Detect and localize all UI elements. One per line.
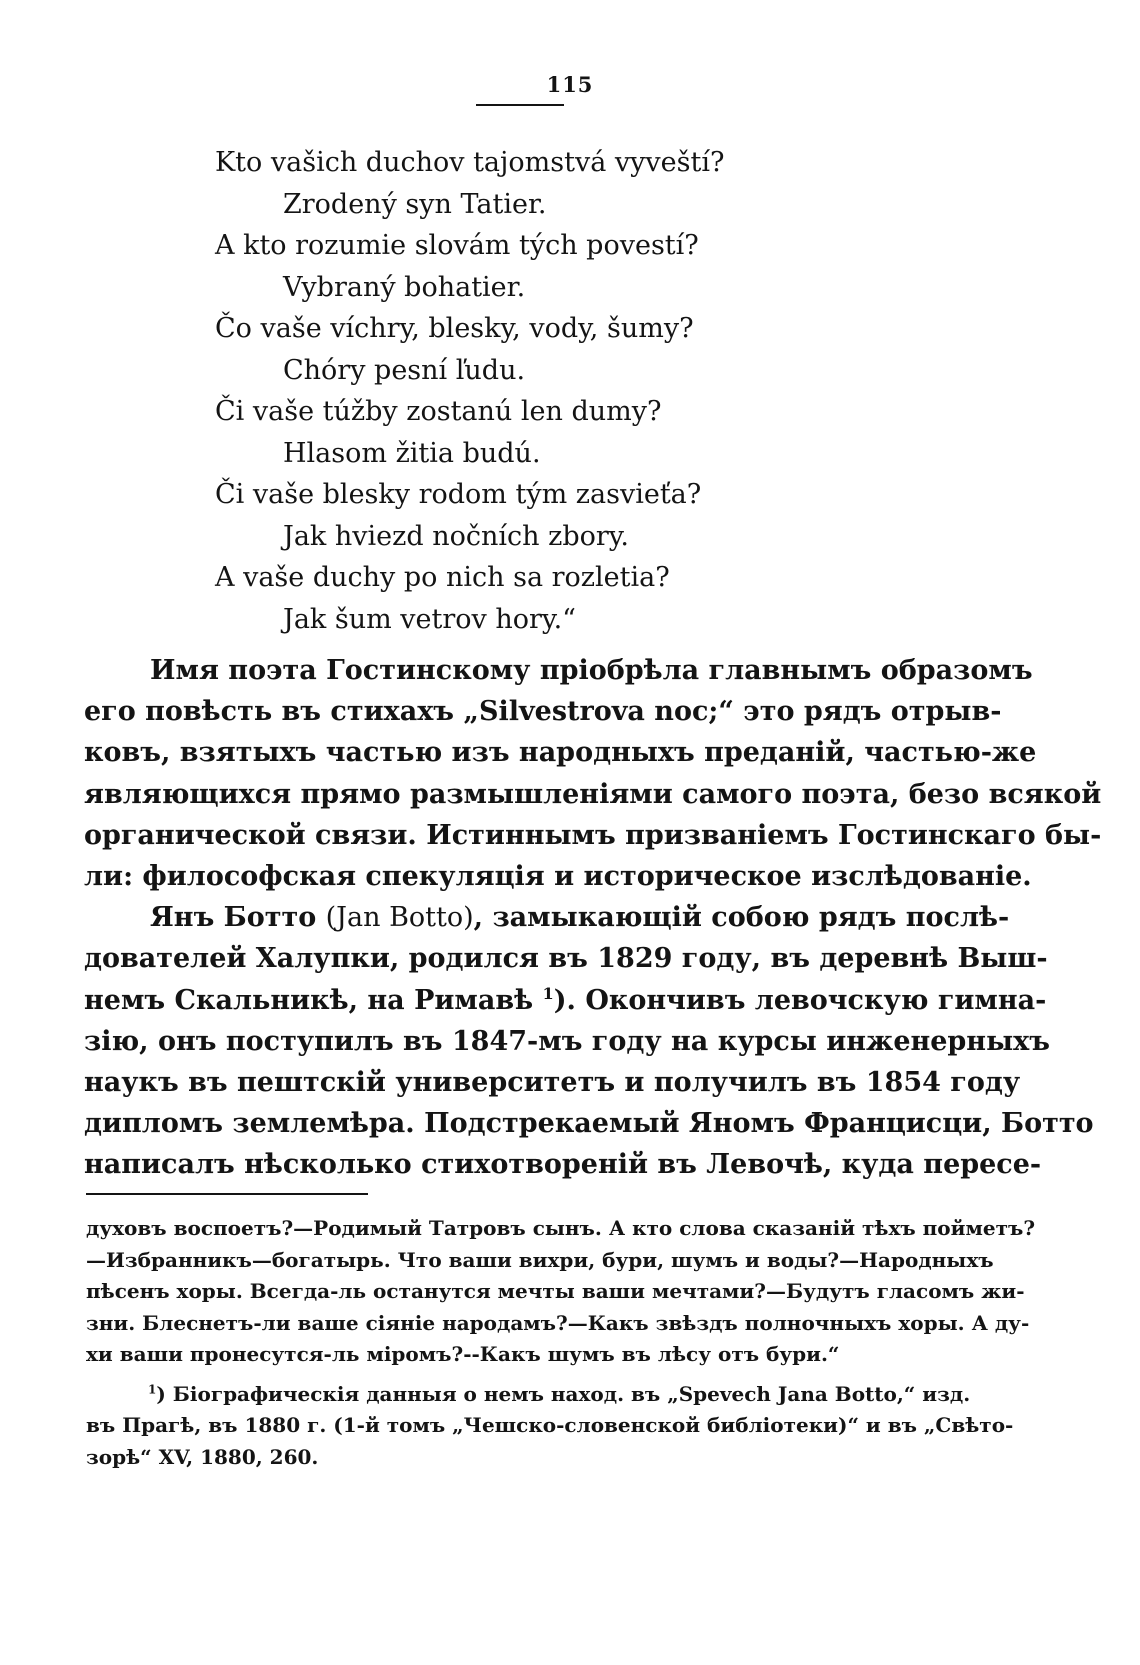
text-fragment: немъ Скальникѣ, на Римавѣ bbox=[84, 984, 534, 1016]
paragraph-hostinsky bbox=[84, 650, 1102, 897]
text-fragment: ). Окончивъ левочскую гимна- bbox=[553, 984, 1047, 1016]
text-line: являющихся прямо размышленіями самого поэта, безо всякой bbox=[84, 778, 1102, 810]
text-line bbox=[84, 897, 1010, 938]
page-number: 115 bbox=[546, 72, 594, 97]
poem-line: Či vaše blesky rodom tým zasvieťa? bbox=[215, 479, 702, 510]
footnote-line: духовъ воспоетъ?—Родимый Татровъ сынъ. А кто слова сказаній тѣхъ пойметъ? bbox=[86, 1216, 1036, 1240]
text-line: зію, онъ поступилъ въ 1847-мъ году на курсы инженерныхъ bbox=[84, 1025, 1050, 1057]
poem-line: Či vaše túžby zostanú len dumy? bbox=[215, 396, 662, 427]
footnote-marker: 1 bbox=[148, 1381, 157, 1396]
poem-line: Chóry pesní ľudu. bbox=[283, 354, 526, 386]
poem-line: Zrodený syn Tatier. bbox=[283, 188, 547, 220]
poem-line: A vaše duchy po nich sa rozletia? bbox=[215, 562, 670, 593]
text-fragment: ) Біографическія данныя о немъ наход. въ „Spevech Jana Botto,“ изд. bbox=[156, 1381, 971, 1406]
body-text bbox=[84, 650, 1102, 1186]
footnote-translation bbox=[86, 1213, 1036, 1371]
text-line bbox=[84, 980, 1047, 1021]
text-line: дователей Халупки, родился въ 1829 году, въ деревнѣ Выш- bbox=[84, 943, 1048, 975]
footnote-reference: 1 bbox=[542, 983, 554, 1003]
footnote-gap bbox=[86, 1371, 936, 1379]
footnote-line: зорѣ“ XV, 1880, 260. bbox=[86, 1444, 319, 1469]
page-number-rule bbox=[476, 104, 564, 106]
text-line: ковъ, взятыхъ частью изъ народныхъ преданій, частью-же bbox=[84, 737, 1037, 769]
poem-line: Vybraný bohatier. bbox=[283, 271, 526, 303]
footnote-1 bbox=[86, 1379, 1014, 1474]
author-latin-name: (Jan Botto) bbox=[325, 902, 474, 934]
footnote-line: пѣсенъ хоры. Всегда-ль останутся мечты ваши мечтами?—Будутъ гласомъ жи- bbox=[86, 1279, 1025, 1303]
footnote-line: хи ваши пронесутся-ль міромъ?--Какъ шумъ въ лѣсу отъ бури.“ bbox=[86, 1342, 840, 1366]
text-line: его повѣсть въ стихахъ „Silvestrova noc;“ это рядъ отрыв- bbox=[84, 696, 1002, 728]
poem-line: Čo vaše víchry, blesky, vody, šumy? bbox=[215, 313, 694, 344]
text-line: органической связи. Истиннымъ призваніемъ Гостинскаго бы- bbox=[84, 819, 1102, 851]
text-line: написалъ нѣсколько стихотвореній въ Левочѣ, куда пересе- bbox=[84, 1149, 1042, 1181]
poem-stanza bbox=[215, 142, 724, 640]
footnote-line: —Избранникъ—богатырь. Что ваши вихри, бури, шумъ и воды?—Народныхъ bbox=[86, 1247, 994, 1272]
text-line: дипломъ землемѣра. Подстрекаемый Яномъ Францисци, Ботто bbox=[84, 1108, 1094, 1140]
text-fragment: , замыкающій собою рядъ послѣ- bbox=[473, 902, 1010, 934]
author-name: Янъ Ботто bbox=[150, 902, 317, 934]
poem-line: A kto rozumie slovám tých povestí? bbox=[215, 230, 699, 261]
text-line: ли: философская спекуляція и историческое изслѣдованіе. bbox=[84, 861, 1032, 893]
footnote-line bbox=[86, 1379, 971, 1411]
paragraph-botto bbox=[84, 897, 1094, 1185]
poem-line: Hlasom žitia budú. bbox=[283, 437, 541, 469]
footnote-line: зни. Блеснетъ-ли ваше сіяніе народамъ?—Какъ звѣздъ полночныхъ хоры. А ду- bbox=[86, 1310, 1030, 1335]
footnote-separator bbox=[86, 1193, 368, 1195]
text-line: наукъ въ пештскій университетъ и получилъ въ 1854 году bbox=[84, 1067, 1021, 1099]
poem-line: Jak šum vetrov hory.“ bbox=[283, 603, 576, 635]
footnotes bbox=[86, 1213, 1036, 1473]
text-line: Имя поэта Гостинскому пріобрѣла главнымъ образомъ bbox=[150, 655, 1033, 686]
poem-line: Kto vašich duchov tajomstvá vyveští? bbox=[215, 147, 725, 178]
poem-line: Jak hviezd nočních zbory. bbox=[283, 520, 630, 552]
footnote-line: въ Прагѣ, въ 1880 г. (1-й томъ „Чешско-словенской библіотеки)“ и въ „Свѣто- bbox=[86, 1413, 1014, 1437]
